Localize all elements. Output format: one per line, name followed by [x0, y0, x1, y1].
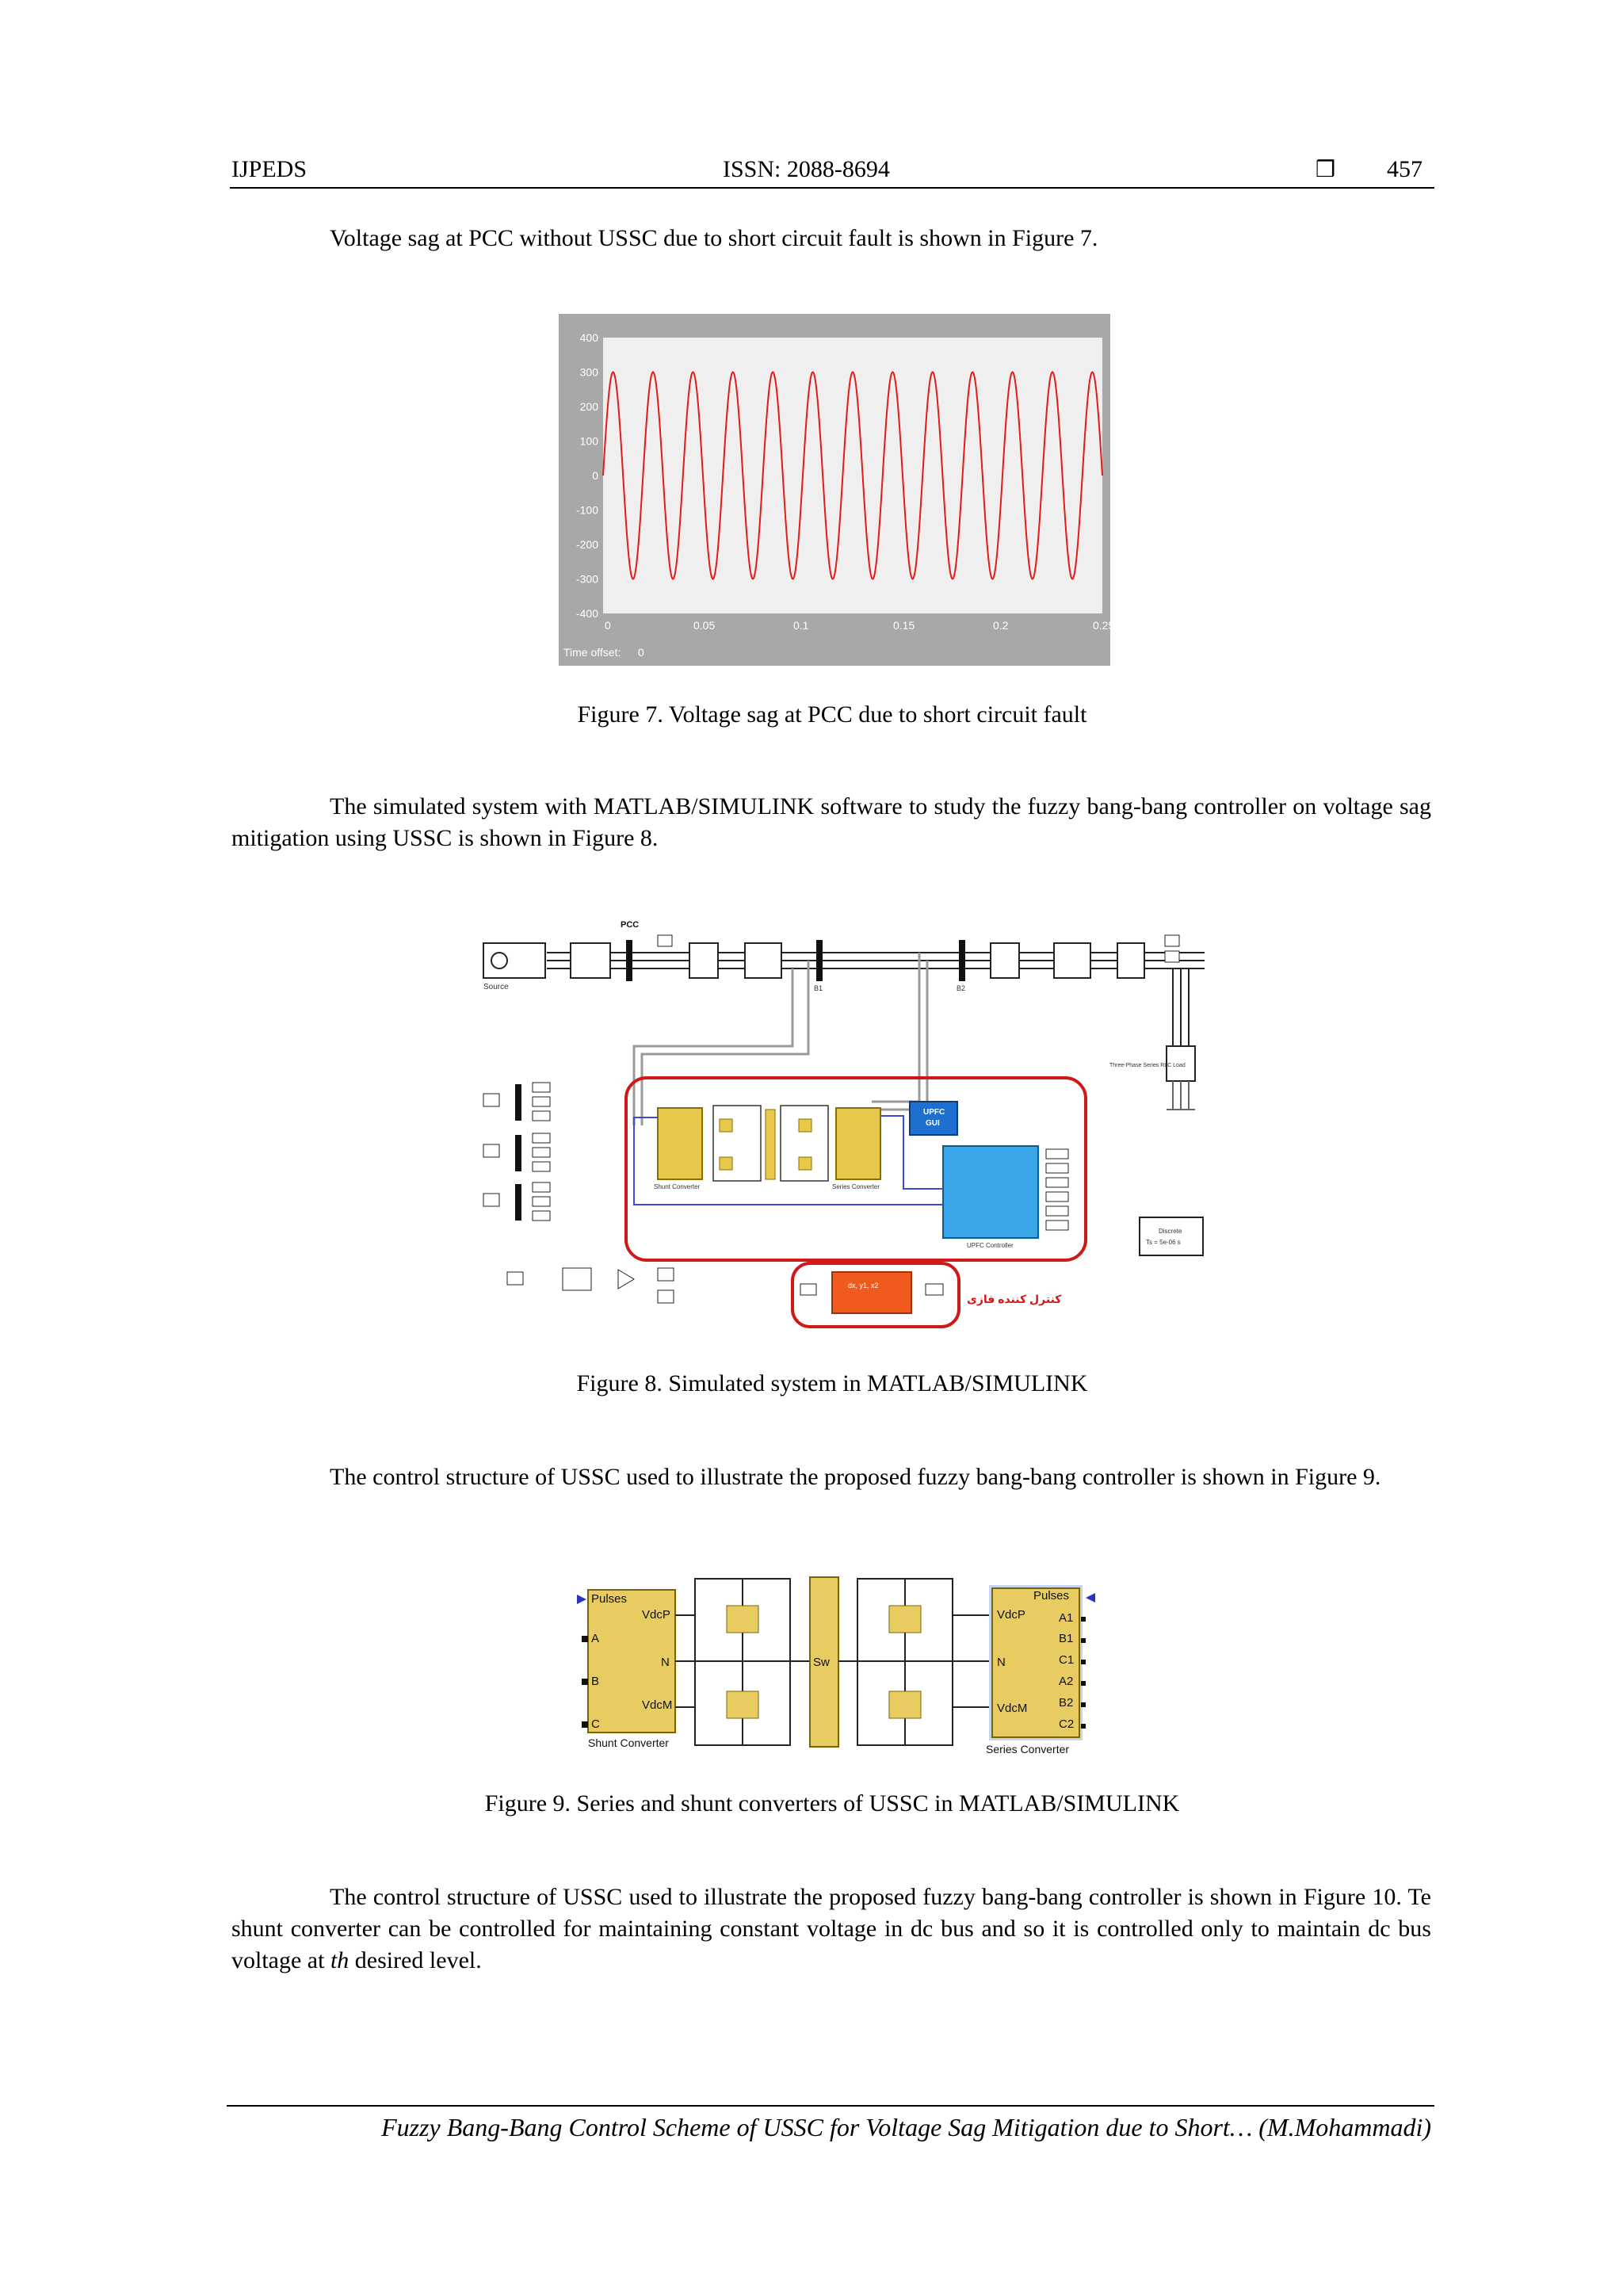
shunt-port-pulses: Pulses	[591, 1592, 628, 1606]
out-port-2	[1165, 951, 1179, 962]
y-tick-label: 100	[579, 434, 598, 448]
x-tick-label: 0.2	[993, 619, 1009, 632]
shunt-port-n: N	[661, 1656, 670, 1669]
figure-9-caption: Figure 9. Series and shunt converters of USSC in MATLAB/SIMULINK	[484, 1790, 1180, 1817]
footer-title: Fuzzy Bang-Bang Control Scheme of USSC for Voltage Sag Mitigation due to Short… (M.Mohammadi)	[381, 2113, 1431, 2141]
series-port-n: N	[997, 1656, 1006, 1669]
x-tick-label: 0	[605, 619, 611, 632]
pcc-scope-port	[658, 935, 672, 946]
capacitor-4	[889, 1691, 921, 1718]
voltage-sag-scope	[559, 314, 1115, 666]
vi-measurement	[1117, 943, 1144, 978]
figure-8	[475, 911, 1220, 1339]
powergui-discrete-block	[1140, 1217, 1203, 1255]
box-icon: ❒	[1316, 156, 1336, 182]
fuzzy-block-label: dx, y1, x2	[848, 1282, 879, 1289]
header-rule	[230, 187, 1434, 189]
input-group-1	[483, 1083, 550, 1121]
series-port-a1: A1	[1059, 1611, 1074, 1625]
upfc-controller-label: UPFC Controller	[967, 1242, 1014, 1249]
bus-bar-1	[626, 940, 632, 981]
out-port-1	[1165, 935, 1179, 946]
source-label: Source	[483, 983, 509, 991]
upfc-gui-line2: GUI	[926, 1119, 940, 1128]
series-converter-block	[836, 1108, 880, 1179]
x-tick-label: 0.1	[793, 619, 809, 632]
shunt-port-vdcp: VdcP	[642, 1608, 670, 1622]
load-label: Three-Phase Series RLC Load	[1109, 1063, 1186, 1068]
figure-7-caption: Figure 7. Voltage sag at PCC due to short circuit fault	[577, 701, 1087, 728]
fuzzy-controller-block	[832, 1272, 911, 1313]
y-tick-label: -100	[575, 503, 598, 517]
simulink-model	[475, 911, 1220, 1339]
series-rlc-2	[1054, 943, 1090, 978]
series-port-b1: B1	[1059, 1632, 1074, 1645]
footer-rule	[227, 2105, 1434, 2107]
series-port-c2: C2	[1059, 1717, 1075, 1731]
upfc-controller-block	[943, 1146, 1038, 1238]
b1-label: B1	[814, 984, 823, 992]
switch-block	[766, 1110, 775, 1179]
series-label: Series Converter	[832, 1183, 880, 1190]
paragraph-3: The control structure of USSC used to illustrate the proposed fuzzy bang-bang controller is shown in Figure 9.	[330, 1464, 1381, 1490]
converters-diagram	[572, 1571, 1103, 1761]
paragraph-4-italic: th	[330, 1947, 349, 1973]
paragraph-4-main: The control structure of USSC used to illustrate the proposed fuzzy bang-bang controller is shown in Figure 10. Te shunt converter can be controlled for maintaining constant voltage in dc bus and so it is controlled only to maintain dc bus voltage at	[231, 1884, 1431, 1973]
shunt-port-b: B	[591, 1675, 600, 1688]
transformer-block	[571, 943, 610, 978]
capacitor-1	[720, 1119, 732, 1132]
ground-symbols	[1167, 1081, 1195, 1110]
figure-7	[559, 314, 1115, 666]
paragraph-4-end: desired level.	[349, 1947, 482, 1973]
y-tick-label: -400	[575, 607, 598, 620]
page-number: 457	[1387, 156, 1423, 182]
measurement-chain	[507, 1268, 674, 1303]
issn: ISSN: 2088-8694	[723, 156, 890, 182]
series-port-vdcp: VdcP	[997, 1608, 1025, 1622]
series-rlc-1	[745, 943, 781, 978]
discrete-line2: Ts = 5e-06 s	[1146, 1239, 1181, 1246]
upfc-gui-block	[910, 1102, 957, 1135]
y-tick-label: -300	[575, 572, 598, 586]
shunt-port-c: C	[591, 1717, 600, 1731]
discrete-line1: Discrete	[1159, 1228, 1182, 1235]
fuzzy-title: کنترل کننده فازی	[967, 1293, 1062, 1305]
x-tick-label: 0.15	[893, 619, 915, 632]
input-group-2	[483, 1133, 550, 1171]
breaker-1	[689, 943, 718, 978]
shunt-label: Shunt Converter	[654, 1183, 701, 1190]
paragraph-4	[231, 1881, 1431, 1977]
capacitor-3	[889, 1606, 921, 1633]
capacitor-2	[720, 1157, 732, 1170]
upfc-gui-line1: UPFC	[923, 1108, 945, 1117]
series-pulses-arrow	[1086, 1593, 1095, 1603]
breaker-2	[991, 943, 1019, 978]
x-tick-label: 0.25	[1093, 619, 1115, 632]
series-port-a2: A2	[1059, 1675, 1074, 1688]
pcc-label: PCC	[621, 920, 640, 930]
fuzzy-input-port	[800, 1284, 816, 1295]
capacitor-2	[727, 1691, 758, 1718]
time-offset-label: Time offset:	[563, 646, 621, 659]
series-port-pulses: Pulses	[1033, 1589, 1070, 1603]
figure-9	[572, 1571, 1103, 1761]
capacitor-4	[799, 1157, 812, 1170]
x-tick-label: 0.05	[693, 619, 716, 632]
paragraph-2: The simulated system with MATLAB/SIMULINK software to study the fuzzy bang-bang controller on voltage sag mitigation using USSC is shown in Figure 8.	[231, 793, 1431, 851]
scope-plot-area	[603, 338, 1102, 613]
bus-b1	[816, 940, 823, 981]
y-tick-label: -200	[575, 538, 598, 551]
series-port-c1: C1	[1059, 1653, 1075, 1667]
shunt-label: Shunt Converter	[588, 1736, 669, 1749]
series-port-vdcm: VdcM	[997, 1702, 1028, 1715]
time-offset-value: 0	[638, 646, 644, 659]
pulses-in-arrow	[577, 1595, 586, 1604]
b2-label: B2	[957, 984, 966, 992]
shunt-port-vdcm: VdcM	[642, 1698, 673, 1712]
source-block	[483, 943, 545, 978]
y-tick-label: 200	[579, 400, 598, 413]
switch-label: Sw	[813, 1656, 830, 1669]
capacitor-1	[727, 1606, 758, 1633]
y-tick-label: 400	[579, 331, 598, 344]
series-label: Series Converter	[986, 1743, 1070, 1755]
journal-name: IJPEDS	[231, 156, 307, 182]
figure-8-caption: Figure 8. Simulated system in MATLAB/SIMULINK	[576, 1370, 1088, 1396]
fuzzy-output-port	[926, 1284, 943, 1295]
series-port-b2: B2	[1059, 1696, 1074, 1710]
bus-b2	[959, 940, 965, 981]
shunt-port-a: A	[591, 1632, 600, 1645]
y-tick-label: 300	[579, 365, 598, 379]
capacitor-3	[799, 1119, 812, 1132]
input-group-3	[483, 1182, 550, 1221]
shunt-converter-block	[658, 1108, 702, 1179]
y-tick-label: 0	[592, 469, 598, 482]
paragraph-1: Voltage sag at PCC without USSC due to short circuit fault is shown in Figure 7.	[330, 225, 1098, 251]
